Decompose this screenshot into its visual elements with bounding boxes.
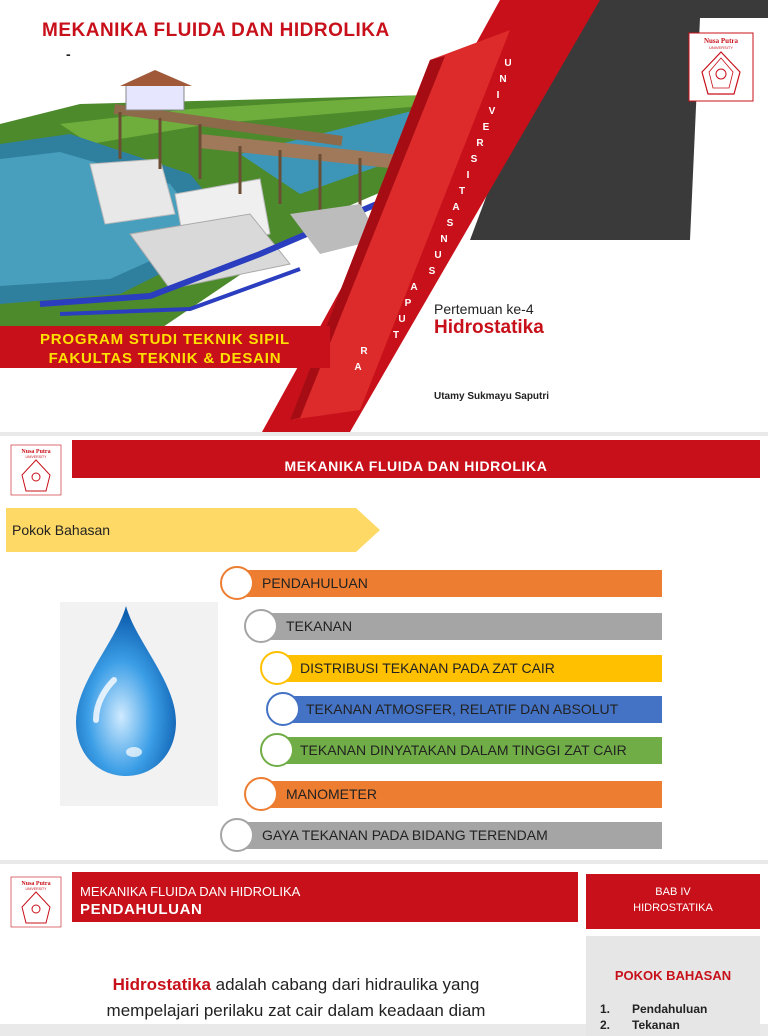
- university-vertical-text: [300, 50, 560, 390]
- definition-term: Hidrostatika: [112, 975, 211, 994]
- outline-item-tekanan[interactable]: [262, 613, 662, 640]
- univ-letter: A: [452, 202, 460, 213]
- list-label: Tekanan: [632, 1018, 680, 1032]
- header-course: MEKANIKA FLUIDA DAN HIDROLIKA: [80, 884, 301, 899]
- univ-letter: E: [482, 122, 490, 133]
- definition-paragraph: [76, 972, 516, 1024]
- outline-label: GAYA TEKANAN PADA BIDANG TERENDAM: [262, 827, 548, 843]
- topic-title: Hidrostatika: [434, 317, 544, 338]
- meeting-number: Pertemuan ke-4: [434, 301, 534, 317]
- logo-subtext: UNIVERSITY: [25, 887, 47, 891]
- univ-letter: U: [504, 58, 512, 69]
- course-title: MEKANIKA FLUIDA DAN HIDROLIKA: [42, 20, 390, 41]
- outline-slide: [0, 436, 768, 860]
- outline-label: MANOMETER: [286, 786, 377, 802]
- title-dash: -: [66, 46, 71, 62]
- outline-label: DISTRIBUSI TEKANAN PADA ZAT CAIR: [300, 660, 555, 676]
- univ-letter: P: [404, 298, 412, 309]
- program-line-2: FAKULTAS TEKNIK & DESAIN: [48, 350, 282, 367]
- logo-text: Nusa Putra: [21, 881, 51, 887]
- outline-bullet: [220, 818, 254, 852]
- univ-letter: U: [434, 250, 442, 261]
- outline-item-tinggi[interactable]: [278, 737, 662, 764]
- univ-letter: R: [360, 346, 368, 357]
- list-label: Pendahuluan: [632, 1002, 708, 1016]
- outline-item-atmosfer[interactable]: [284, 696, 662, 723]
- outline-item-gaya[interactable]: [238, 822, 662, 849]
- univ-letter: A: [354, 362, 362, 373]
- univ-letter: A: [410, 282, 418, 293]
- header-section: PENDAHULUAN: [80, 901, 203, 918]
- univ-letter: U: [398, 314, 406, 325]
- definition-text-2: mempelajari perilaku zat cair dalam keadaan diam: [106, 1001, 486, 1020]
- univ-letter: I: [496, 90, 500, 101]
- univ-letter: S: [428, 266, 436, 277]
- logo-text: Nusa Putra: [21, 449, 51, 455]
- outline-bullet: [260, 651, 294, 685]
- logo-text: Nusa Putra: [703, 37, 739, 45]
- outline-bullet: [244, 777, 278, 811]
- intro-slide: [0, 864, 768, 1032]
- outline-label: TEKANAN ATMOSFER, RELATIF DAN ABSOLUT: [306, 701, 619, 717]
- outline-item-distribusi[interactable]: [278, 655, 662, 682]
- univ-letter: T: [458, 186, 466, 197]
- univ-letter: V: [488, 106, 496, 117]
- univ-letter: I: [466, 170, 470, 181]
- header-title: MEKANIKA FLUIDA DAN HIDROLIKA: [284, 458, 548, 474]
- outline-item-pendahuluan[interactable]: [238, 570, 662, 597]
- list-number: 2.: [600, 1018, 611, 1032]
- title-slide: [0, 0, 768, 432]
- outline-bullet: [220, 566, 254, 600]
- logo-subtext: UNIVERSITY: [25, 455, 47, 459]
- outline-item-manometer[interactable]: [262, 781, 662, 808]
- program-line-1: PROGRAM STUDI TEKNIK SIPIL: [40, 331, 290, 348]
- univ-letter: S: [470, 154, 478, 165]
- outline-list-item[interactable]: [600, 1002, 707, 1016]
- pokok-label: Pokok Bahasan: [12, 522, 111, 538]
- outline-bullet: [244, 609, 278, 643]
- univ-letter: R: [476, 138, 484, 149]
- definition-text-1: adalah cabang dari hidraulika yang: [210, 975, 480, 994]
- outline-bullet: [266, 692, 300, 726]
- outline-panel-title: POKOK BAHASAN: [614, 968, 732, 983]
- university-logo: [688, 32, 754, 102]
- univ-letter: S: [446, 218, 454, 229]
- outline-label: TEKANAN DINYATAKAN DALAM TINGGI ZAT CAIR: [300, 742, 627, 758]
- univ-letter: N: [440, 234, 448, 245]
- outline-label: TEKANAN: [286, 618, 353, 634]
- chapter-number: BAB IV: [655, 886, 691, 898]
- university-logo: [10, 876, 62, 928]
- chapter-title: HIDROSTATIKA: [633, 902, 713, 914]
- outline-list-item[interactable]: [600, 1018, 680, 1032]
- water-drop-image: [66, 602, 186, 782]
- author-name: Utamy Sukmayu Saputri: [434, 391, 550, 402]
- univ-letter: N: [499, 74, 507, 85]
- logo-subtext: UNIVERSITY: [708, 45, 734, 50]
- univ-letter: T: [392, 330, 400, 341]
- university-logo: [10, 444, 62, 496]
- outline-bullet: [260, 733, 294, 767]
- list-number: 1.: [600, 1002, 611, 1016]
- outline-label: PENDAHULUAN: [262, 575, 368, 591]
